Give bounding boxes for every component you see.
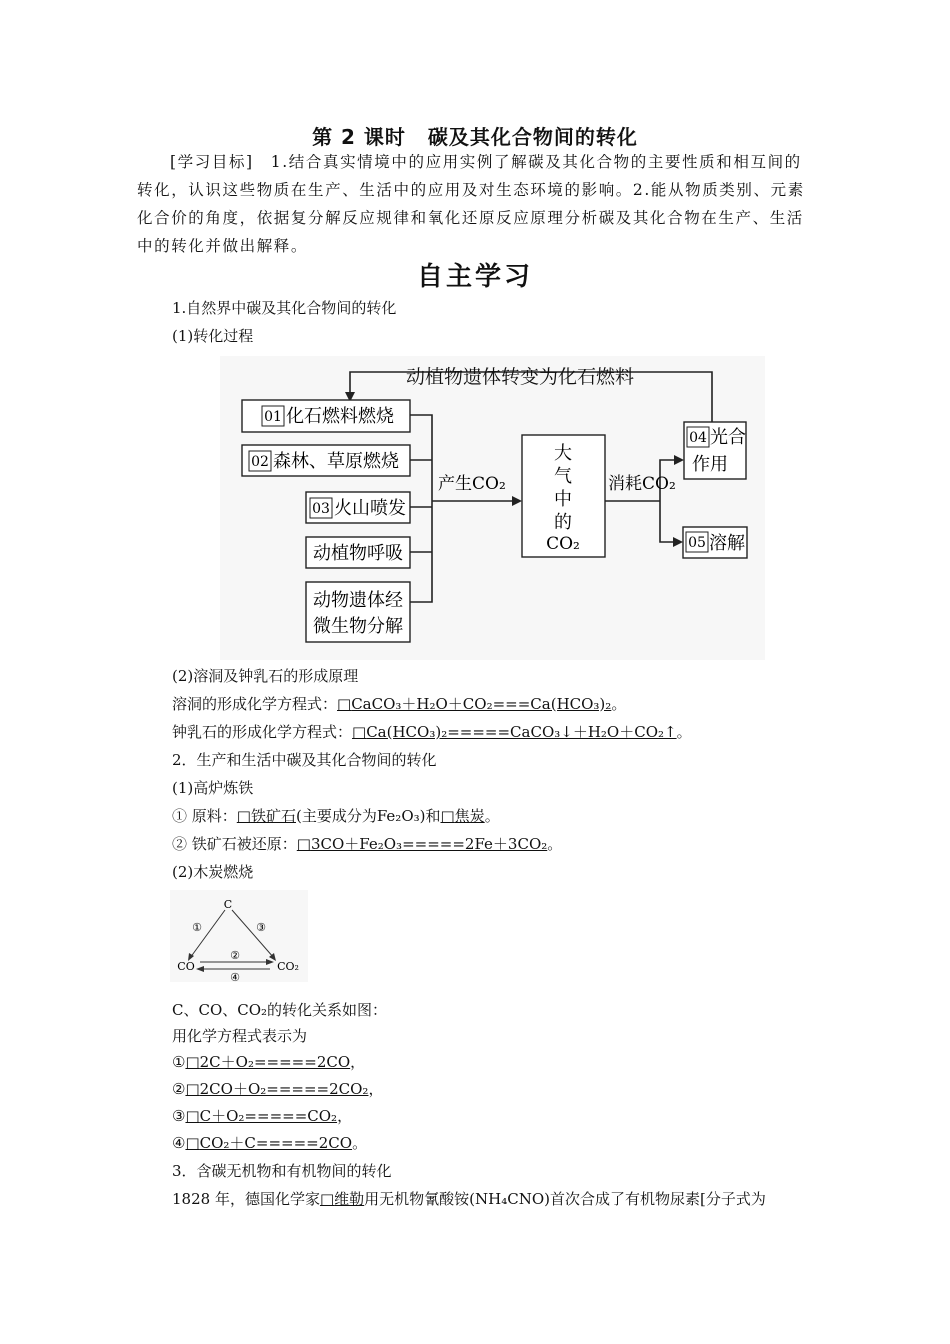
equation-4-answer: □ CO₂＋C=====2CO (185, 1134, 352, 1152)
equation-4-num: ④ (172, 1134, 186, 1152)
source-3-label: 火山喷发 (334, 498, 406, 519)
wohler-line (172, 1187, 766, 1211)
node-co2: CO₂ (277, 960, 299, 973)
equation-2 (172, 1077, 383, 1101)
answer-iron-ore: □ 铁矿石 (237, 807, 296, 825)
equation-3 (172, 1104, 352, 1128)
answer-wohler: □ 维勒 (320, 1190, 364, 1208)
source-4-label: 动植物呼吸 (313, 543, 403, 564)
equation-2-end: ， (368, 1080, 384, 1098)
heading-2: 2．生产和生活中碳及其化合物间的转化 (172, 751, 437, 769)
lesson-title (0, 121, 950, 150)
arrow-label-2: ② (230, 949, 240, 962)
diagram-caption: C、CO、CO₂的转化关系如图： (172, 1001, 388, 1019)
stalactite-equation: □ Ca(HCO₃)₂=====CaCO₃↓＋H₂O＋CO₂↑ (352, 723, 677, 741)
sink-1-label: 光合 (710, 427, 746, 448)
subheading-2-1: (1)高炉炼铁 (172, 779, 254, 797)
reduction-end: 。 (547, 835, 563, 853)
raw-material-line (172, 804, 500, 828)
equation-4-end: 。 (352, 1134, 368, 1152)
source-2-num: 02 (251, 454, 269, 470)
equation-4 (172, 1131, 367, 1155)
equation-1-num: ① (172, 1053, 186, 1071)
lesson-number: 第 2 课时 (312, 125, 406, 149)
source-2-label: 森林、草原燃烧 (273, 451, 399, 472)
equation-2-answer: □ 2CO＋O₂=====2CO₂ (185, 1080, 368, 1098)
center-line-4: 的 (554, 512, 572, 533)
top-label: 动植物遗体转变为化石燃料 (405, 366, 635, 388)
reduction-label: ② 铁矿石被还原： (172, 835, 297, 853)
carbon-oxides-diagram (170, 890, 308, 982)
source-5-label: 动物遗体经 (313, 590, 403, 611)
carbon-cycle-diagram (220, 356, 765, 660)
subheading-1-1: (1)转化过程 (172, 327, 254, 345)
center-line-1: 大 (554, 443, 572, 464)
arrow-label-1: ① (192, 921, 202, 934)
equation-3-answer: □ C＋O₂=====CO₂ (185, 1107, 337, 1125)
sink-2-num: 05 (688, 535, 706, 551)
source-3-num: 03 (312, 501, 330, 517)
equation-3-num: ③ (172, 1107, 186, 1125)
equation-1 (172, 1050, 365, 1074)
raw-material-note: (主要成分为Fe₂O₃)和 (295, 807, 441, 825)
equation-1-end: ， (350, 1053, 366, 1071)
center-line-3: 中 (554, 489, 572, 510)
node-c: C (223, 898, 233, 911)
subheading-1-2: (2)溶洞及钟乳石的形成原理 (172, 667, 359, 685)
learning-objectives: [学习目标] 1.结合真实情境中的应用实例了解碳及其化合物的主要性质和相互间的转化，认识这些物质在生产、生活中的应用及对生态环境的影响。2.能从物质类别、元素化合价的角度，依据复分解反应规律和氧化还原反应原理分析碳及其化合物在生产、生活中的转化并做出解释。 (137, 153, 805, 255)
subheading-2-2: (2)木炭燃烧 (172, 863, 254, 881)
stalactite-label: 钟乳石的形成化学方程式： (172, 723, 353, 741)
node-co: CO (177, 960, 195, 973)
reduction-equation: □ 3CO＋Fe₂O₃=====2Fe＋3CO₂ (297, 835, 547, 853)
source-1-label: 化石燃料燃烧 (286, 406, 394, 427)
arrow-label-3: ③ (256, 921, 266, 934)
arrow-label-4: ④ (230, 971, 240, 982)
cave-equation: □ CaCO₃＋H₂O＋CO₂===Ca(HCO₃)₂ (337, 695, 611, 713)
section-title: 自主学习 (416, 262, 533, 292)
sink-1-label-2: 作用 (692, 454, 728, 475)
equation-2-num: ② (172, 1080, 186, 1098)
raw-material-end: 。 (484, 807, 500, 825)
cave-label: 溶洞的形成化学方程式： (172, 695, 338, 713)
heading-1: 1.自然界中碳及其化合物间的转化 (172, 299, 397, 317)
cave-equation-line: 溶洞的形成化学方程式：□ CaCO₃＋H₂O＋CO₂===Ca(HCO₃)₂。 (172, 692, 626, 716)
sink-1-num: 04 (689, 430, 707, 446)
lesson-topic: 碳及其化合物间的转化 (427, 125, 638, 149)
equations-intro: 用化学方程式表示为 (172, 1027, 308, 1045)
center-line-2: 气 (554, 466, 572, 487)
reduction-line (172, 832, 562, 856)
center-line-5: CO₂ (546, 534, 580, 554)
answer-coke: □ 焦炭 (440, 807, 484, 825)
heading-3: 3．含碳无机物和有机物间的转化 (172, 1162, 392, 1180)
equation-1-answer: □ 2C＋O₂=====2CO (185, 1053, 350, 1071)
wohler-text-pre: 1828 年，德国化学家 (172, 1190, 320, 1208)
equation-3-end: ， (337, 1107, 353, 1125)
source-5-label-2: 微生物分解 (313, 616, 403, 637)
stalactite-equation-line: 钟乳石的形成化学方程式：□ Ca(HCO₃)₂=====CaCO₃↓＋H₂O＋CO₂↑。 (172, 720, 692, 744)
sink-2-label: 溶解 (709, 533, 745, 554)
produce-label: 产生CO₂ (438, 474, 506, 494)
source-1-num: 01 (264, 409, 282, 425)
raw-material-label: ① 原料： (172, 807, 237, 825)
consume-label: 消耗CO₂ (608, 474, 676, 494)
wohler-text-post: 用无机物氰酸铵(NH₄CNO)首次合成了有机物尿素[分子式为 (364, 1190, 766, 1208)
